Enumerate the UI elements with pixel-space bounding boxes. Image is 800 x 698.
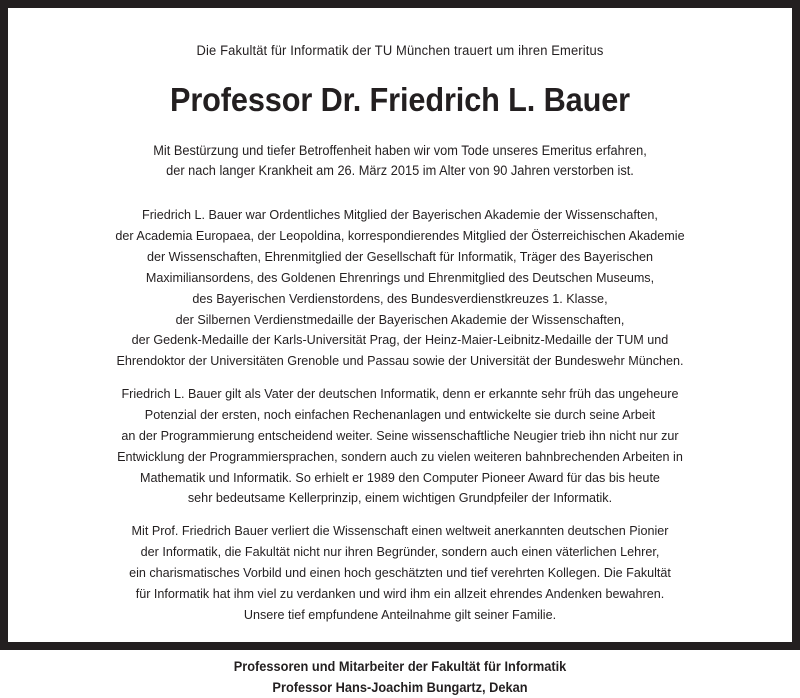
paragraph-tribute [64, 521, 736, 625]
signature-line: Professor Hans-Joachim Bungartz, Dekan [272, 680, 528, 696]
lede-line: Mit Bestürzung und tiefer Betroffenheit haben wir vom Tode unseres Emeritus erfahren, [153, 142, 647, 158]
page-title: Professor Dr. Friedrich L. Bauer [169, 81, 630, 119]
paragraph-line: der Gedenk-Medaille der Karls-Universität Prag, der Heinz-Maier-Leibnitz-Medaille der TUM und [131, 332, 669, 348]
paragraph-line: der Silbernen Verdienstmedaille der Bayerischen Akademie der Wissenschaften, [175, 311, 625, 327]
paragraph-line: Unsere tief empfundene Anteilnahme gilt seiner Familie. [243, 606, 557, 622]
paragraph-line: Entwicklung der Programmiersprachen, sondern auch zu vielen weiteren bahnbrechenden Arbeiten in [117, 448, 683, 464]
paragraph-line: der Academia Europaea, der Leopoldina, korrespondierendes Mitglied der Österreichischen Akademie [115, 228, 685, 244]
paragraph-line: des Bayerischen Verdienstordens, des Bundesverdienstkreuzes 1. Klasse, [192, 290, 608, 306]
paragraph-line: Maximiliansordens, des Goldenen Ehrenrings und Ehrenmitglied des Deutschen Museums, [145, 269, 655, 285]
paragraph-line: der Wissenschaften, Ehrenmitglied der Gesellschaft für Informatik, Träger des Bayerischen [146, 248, 654, 264]
paragraph-line: an der Programmierung entscheidend weiter. Seine wissenschaftliche Neugier trieb ihn nicht nur zur [121, 427, 679, 443]
paragraph-legacy [64, 384, 736, 509]
signature-block [64, 656, 736, 698]
paragraph-line: Mathematik und Informatik. So erhielt er 1989 den Computer Pioneer Award für das bis heute [140, 469, 660, 485]
paragraph-line: Friedrich L. Bauer gilt als Vater der deutschen Informatik, denn er erkannte sehr früh das ungeheure [121, 386, 679, 402]
paragraph-line: sehr bedeutsame Kellerprinzip, einem wichtigen Grundpfeiler der Informatik. [187, 490, 613, 506]
obituary-lede [64, 141, 736, 182]
paragraph-credentials [64, 205, 736, 372]
obituary-content [8, 8, 792, 698]
paragraph-line: der Informatik, die Fakultät nicht nur ihren Begründer, sondern auch einen väterlichen Lehrer, [140, 544, 660, 560]
paragraph-line: Mit Prof. Friedrich Bauer verliert die Wissenschaft einen weltweit anerkannten deutschen Pionier [131, 523, 669, 539]
paragraph-line: Friedrich L. Bauer war Ordentliches Mitglied der Bayerischen Akademie der Wissenschaften, [142, 207, 658, 223]
lede-line: der nach langer Krankheit am 26. März 2015 im Alter von 90 Jahren verstorben ist. [166, 162, 634, 178]
paragraph-line: für Informatik hat ihm viel zu verdanken und wird ihm ein allzeit ehrendes Andenken bewahren. [135, 585, 665, 601]
signature-line: Professoren und Mitarbeiter der Fakultät für Informatik [233, 658, 567, 674]
paragraph-line: Potenzial der ersten, noch einfachen Rechenanlagen und entwickelte sie durch seine Arbeit [144, 407, 656, 422]
paragraph-line: Ehrendoktor der Universitäten Grenoble und Passau sowie der Universität der Bundeswehr München. [116, 353, 684, 369]
obituary-eyebrow: Die Fakultät für Informatik der TU München trauert um ihren Emeritus [196, 43, 604, 58]
paragraph-line: ein charismatisches Vorbild und einen hoch geschätzten und tief verehrten Kollegen. Die Fakultät [129, 565, 671, 581]
